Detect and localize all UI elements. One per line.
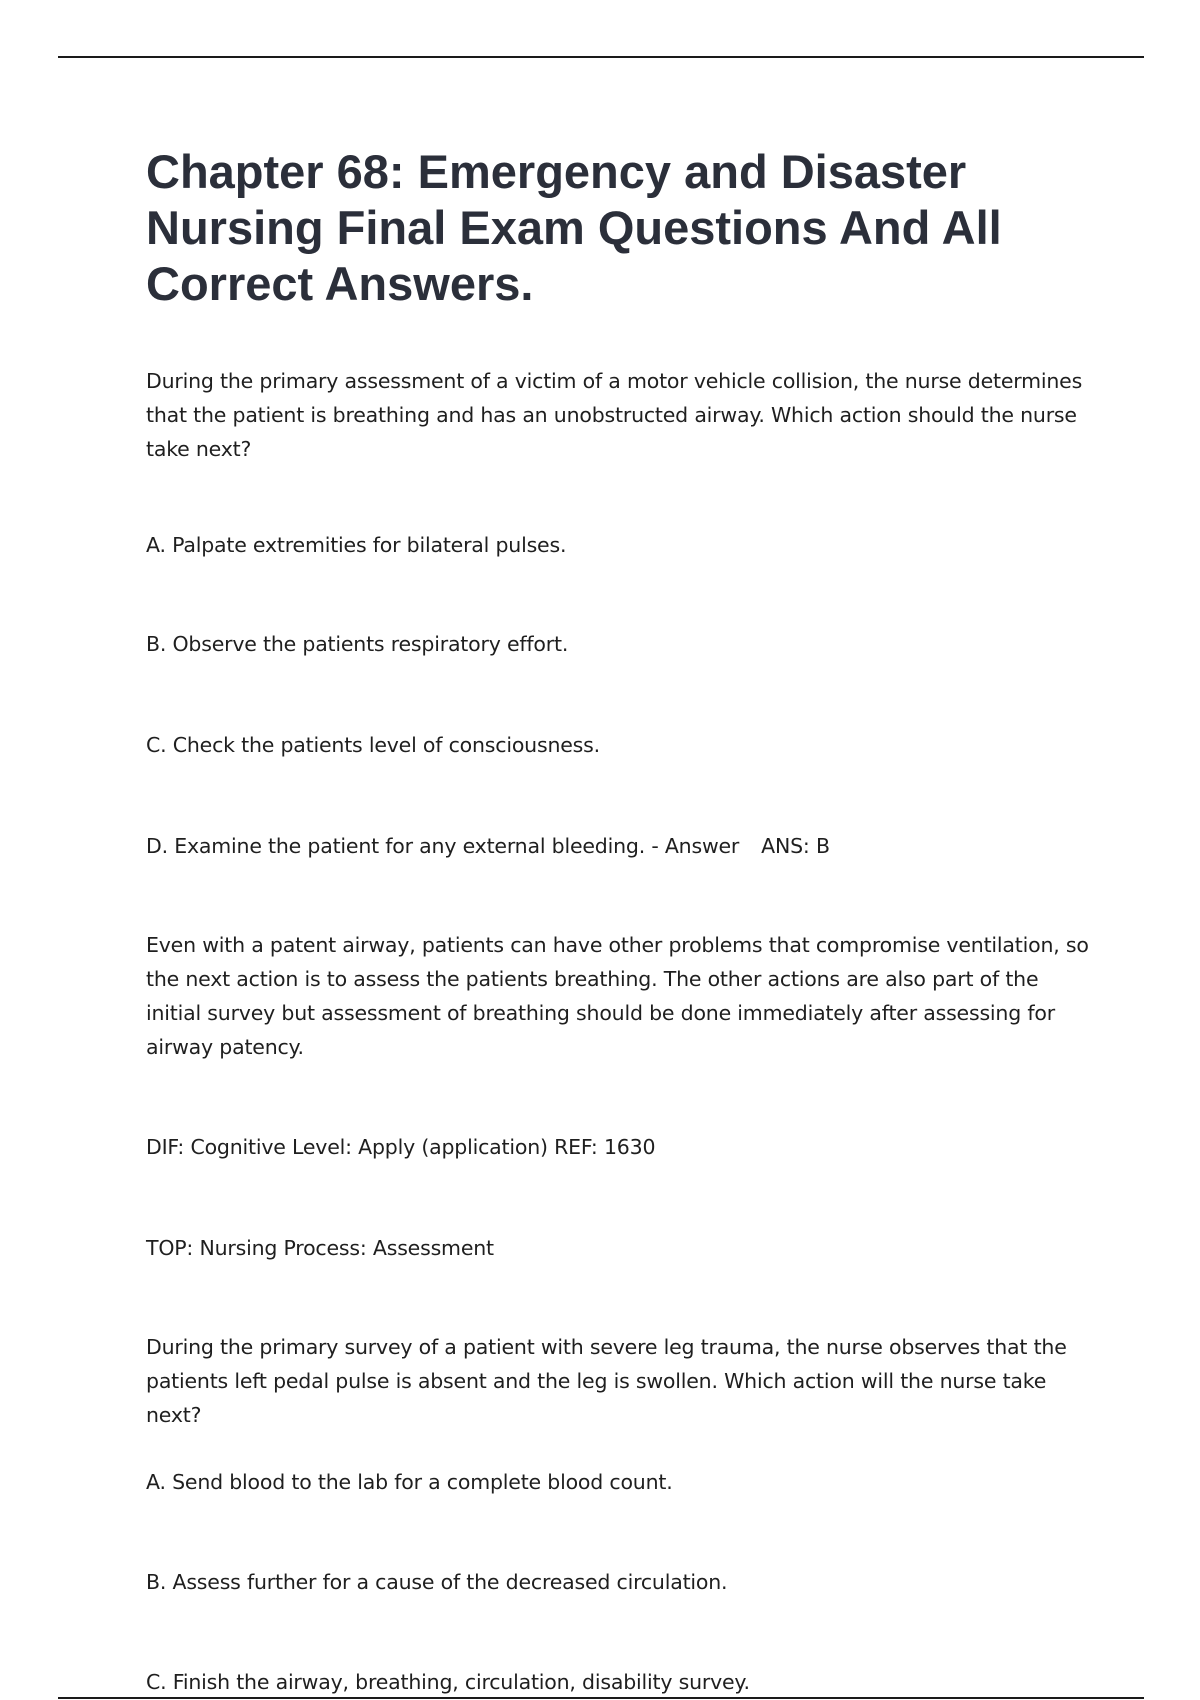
question-2-text: During the primary survey of a patient with severe leg trauma, the nurse observes that the patients left pedal pulse is absent and the leg is swollen. Which action will the nurse take next? <box>146 1335 1067 1427</box>
document-page <box>146 0 1096 1700</box>
question-1-option-a: A. Palpate extremities for bilateral pulses. <box>146 533 567 557</box>
question-1-answer: ANS: B <box>761 834 830 858</box>
question-1-option-c: C. Check the patients level of consciousness. <box>146 733 600 757</box>
question-1-rationale: Even with a patent airway, patients can have other problems that compromise ventilation, so the next action is to assess the patients breathing. The other actions are also part of the initial survey but assessment of breathing should be done immediately after assessing for airway patency. <box>146 933 1089 1059</box>
document-title: Chapter 68: Emergency and Disaster Nursing Final Exam Questions And All Correct Answers. <box>146 145 1002 310</box>
question-2-option-b: B. Assess further for a cause of the decreased circulation. <box>146 1570 728 1594</box>
question-1-top: TOP: Nursing Process: Assessment <box>146 1236 494 1260</box>
question-1-option-b: B. Observe the patients respiratory effort. <box>146 632 569 656</box>
question-1-text: During the primary assessment of a victim of a motor vehicle collision, the nurse determines that the patient is breathing and has an unobstructed airway. Which action should the nurse take next? <box>146 369 1083 461</box>
bottom-rule <box>58 1697 1144 1699</box>
question-1-option-d-text: D. Examine the patient for any external bleeding. - Answer <box>146 834 740 858</box>
question-2-option-c: C. Finish the airway, breathing, circulation, disability survey. <box>146 1670 750 1694</box>
question-2-option-a: A. Send blood to the lab for a complete blood count. <box>146 1470 673 1494</box>
question-1-dif: DIF: Cognitive Level: Apply (application) REF: 1630 <box>146 1135 656 1159</box>
question-1-option-d <box>146 829 1096 863</box>
